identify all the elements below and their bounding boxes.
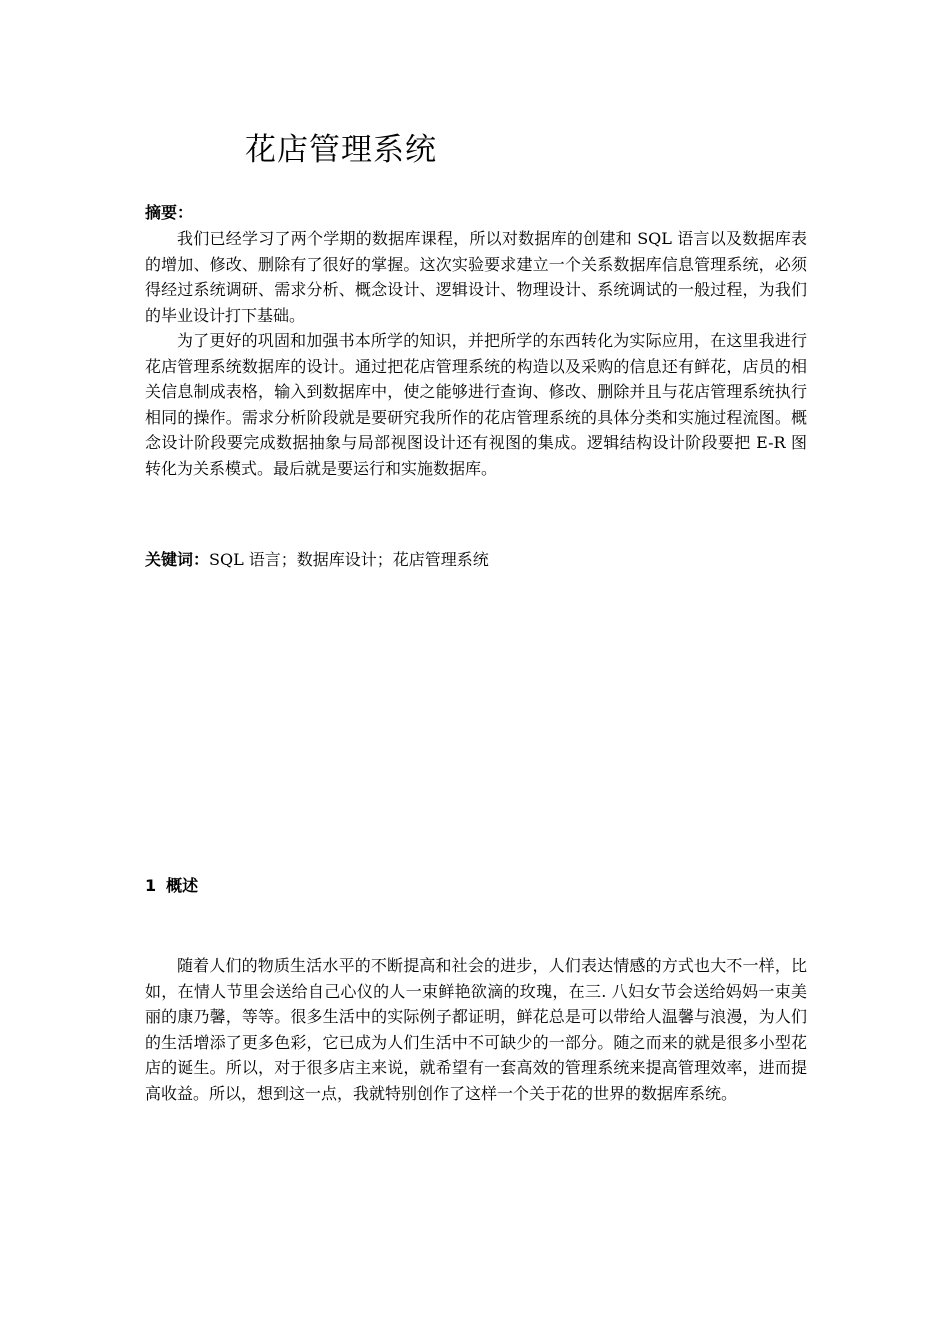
abstract-paragraph: 我们已经学习了两个学期的数据库课程，所以对数据库的创建和 SQL 语言以及数据库表的增加、修改、删除有了很好的掌握。这次实验要求建立一个关系数据库信息管理系统，必须得经过系统调研、需求分析、概念设计、逻辑设计、物理设计、系统调试的一般过程，为我们的毕业设计打下基础。 bbox=[145, 229, 807, 325]
section-number: 1 bbox=[145, 876, 157, 895]
overview-body bbox=[145, 953, 807, 1106]
overview-paragraph: 随着人们的物质生活水平的不断提高和社会的进步，人们表达情感的方式也大不一样，比如，在情人节里会送给自己心仪的人一束鲜艳欲滴的玫瑰，在三. 八妇女节会送给妈妈一束美丽的康乃馨，等等。很多生活中的实际例子都证明，鲜花总是可以带给人温馨与浪漫，为人们的生活增添了更多色彩，它已成为人们生活中不可缺少的一部分。随之而来的就是很多小型花店的诞生。所以，对于很多店主来说，就希望有一套高效的管理系统来提高管理效率，进而提高收益。所以，想到这一点，我就特别创作了这样一个关于花的世界的数据库系统。 bbox=[145, 956, 807, 1103]
section-title: 概述 bbox=[166, 876, 199, 895]
keywords-label: 关键词： bbox=[145, 550, 210, 569]
abstract-body bbox=[145, 226, 807, 481]
abstract-label: 摘要： bbox=[145, 203, 194, 222]
section-heading bbox=[145, 873, 198, 898]
abstract-paragraph: 为了更好的巩固和加强书本所学的知识，并把所学的东西转化为实际应用，在这里我进行花店管理系统数据库的设计。通过把花店管理系统的构造以及采购的信息还有鲜花，店员的相关信息制成表格，输入到数据库中，使之能够进行查询、修改、删除并且与花店管理系统执行相同的操作。需求分析阶段就是要研究我所作的花店管理系统的具体分类和实施过程流图。概念设计阶段要完成数据抽象与局部视图设计还有视图的集成。逻辑结构设计阶段要把 E-R 图转化为关系模式。最后就是要运行和实施数据库。 bbox=[145, 331, 807, 478]
keywords-text: SQL 语言；数据库设计；花店管理系统 bbox=[209, 550, 489, 569]
document-title: 花店管理系统 bbox=[245, 132, 437, 168]
keywords-line bbox=[145, 547, 489, 572]
